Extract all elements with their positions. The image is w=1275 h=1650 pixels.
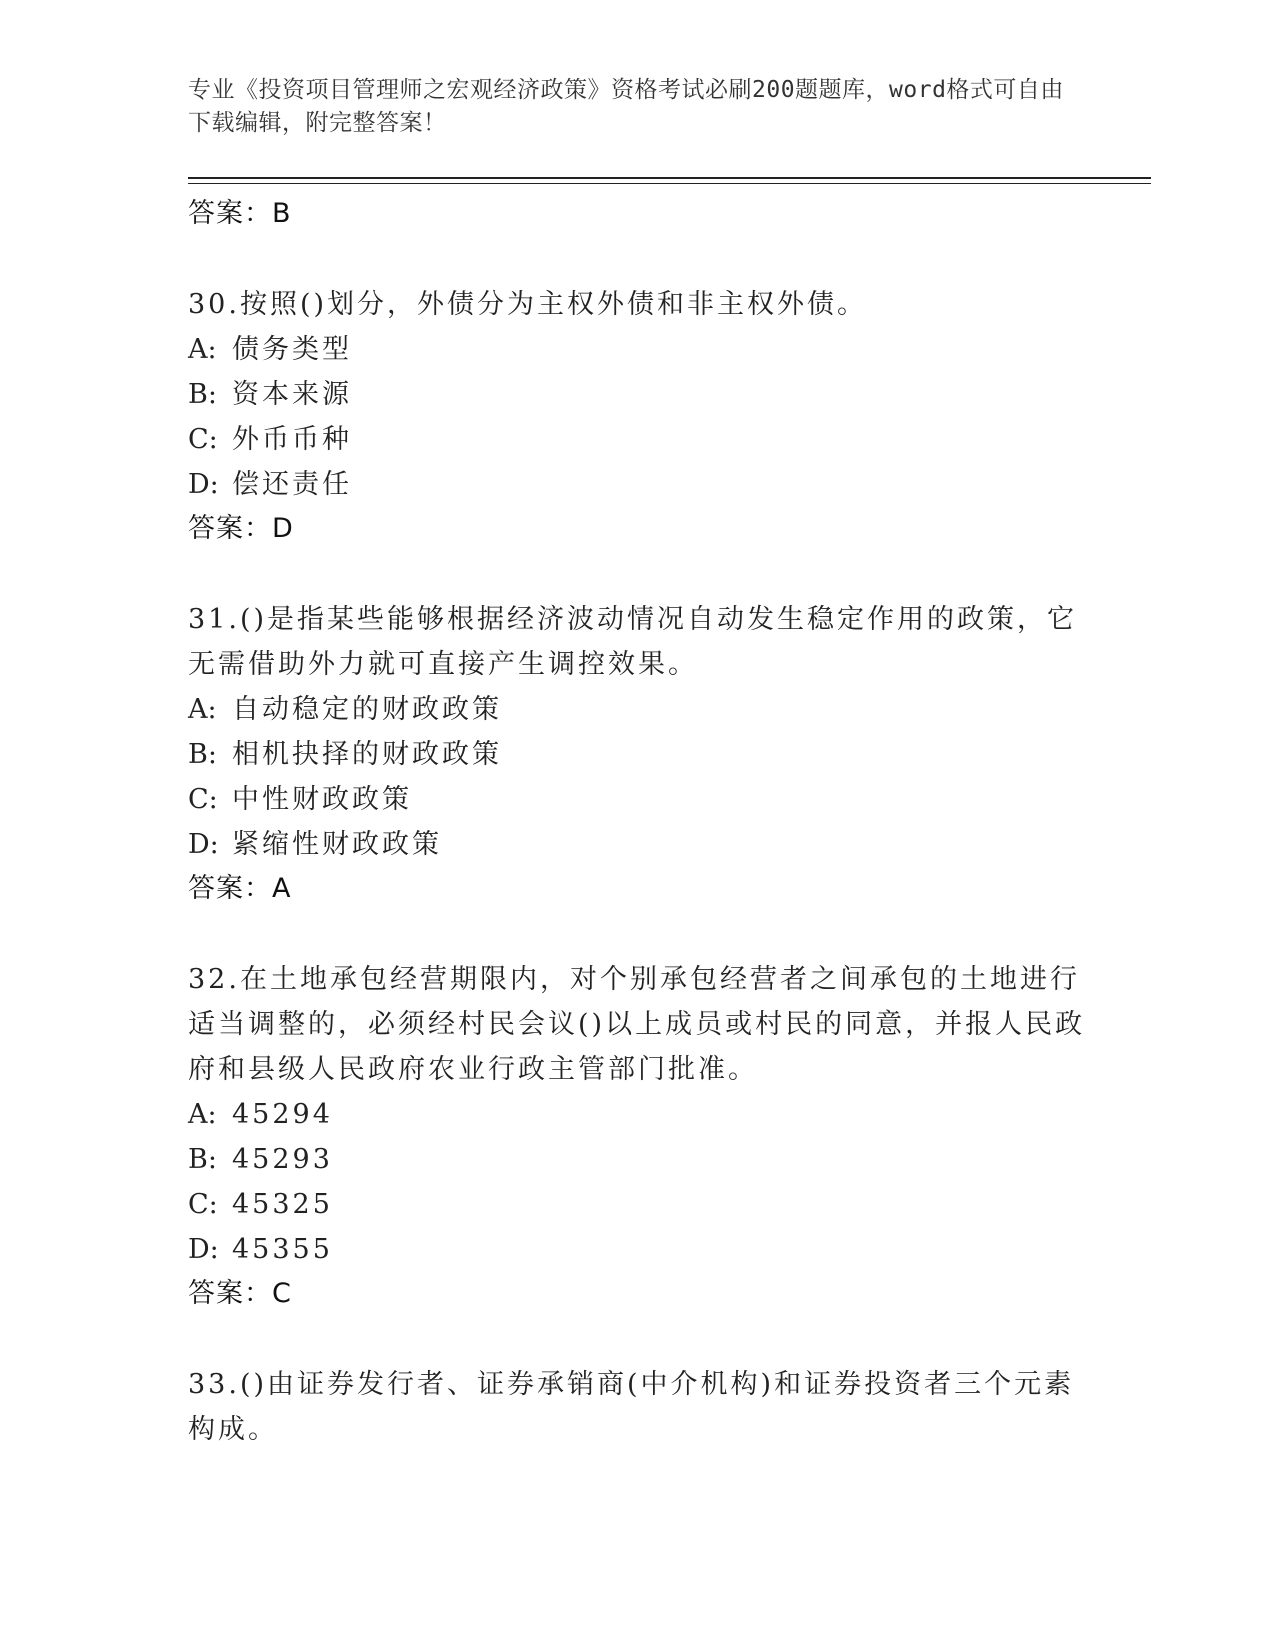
answer-32: 答案：C	[188, 1278, 292, 1309]
question-30	[188, 282, 1088, 551]
page-header: 专业《投资项目管理师之宏观经济政策》资格考试必刷200题题库，word格式可自由下载编辑，附完整答案！	[188, 77, 1064, 136]
option-d: D: 紧缩性财政政策	[188, 829, 442, 860]
question-33	[188, 1362, 1088, 1452]
option-b: B: 45293	[188, 1144, 333, 1175]
option-b: B: 相机抉择的财政政策	[188, 739, 502, 770]
header-divider	[188, 177, 1151, 184]
option-c: C: 中性财政政策	[188, 784, 412, 815]
option-d: D: 45355	[188, 1234, 333, 1265]
question-stem: 32.在土地承包经营期限内，对个别承包经营者之间承包的土地进行适当调整的，必须经村民会议()以上成员或村民的同意，并报人民政府和县级人民政府农业行政主管部门批准。	[188, 964, 1086, 1085]
option-a: A: 自动稳定的财政政策	[188, 694, 502, 725]
question-32	[188, 957, 1088, 1316]
option-a: A: 债务类型	[188, 334, 352, 365]
document-body	[188, 192, 1088, 1452]
question-31	[188, 597, 1088, 911]
answer-31: 答案：A	[188, 873, 292, 904]
option-c: C: 外币币种	[188, 424, 352, 455]
question-stem: 31.()是指某些能够根据经济波动情况自动发生稳定作用的政策，它无需借助外力就可直接产生调控效果。	[188, 604, 1078, 680]
question-stem: 33.()由证券发行者、证券承销商(中介机构)和证券投资者三个元素构成。	[188, 1369, 1075, 1445]
answer-30: 答案：D	[188, 513, 294, 544]
option-c: C: 45325	[188, 1189, 333, 1220]
answer-29: 答案：B	[188, 198, 292, 229]
question-stem: 30.按照()划分，外债分为主权外债和非主权外债。	[188, 289, 868, 320]
option-d: D: 偿还责任	[188, 469, 352, 500]
option-a: A: 45294	[188, 1099, 333, 1130]
option-b: B: 资本来源	[188, 379, 352, 410]
